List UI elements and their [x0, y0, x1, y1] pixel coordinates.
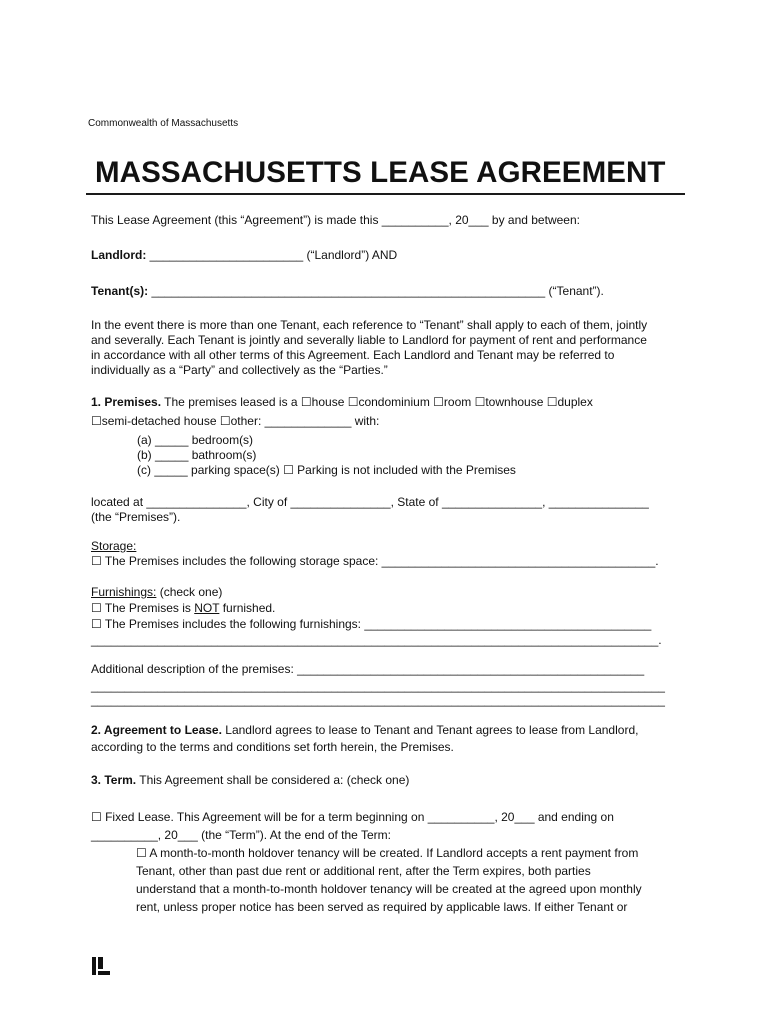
landlord-blank: _______________________ (“Landlord”) AND — [146, 248, 398, 262]
additional-blank: ______________________________________________________________________________________ — [91, 693, 665, 707]
furn-suffix: furnished. — [219, 601, 276, 615]
premises-type-options: The premises leased is a ☐house ☐condominium ☐room ☐townhouse ☐duplex — [161, 395, 593, 409]
agreement-to-lease-text: Landlord agrees to lease to Tenant and Tenant agrees to lease from Landlord, — [221, 723, 639, 737]
holdover-line: rent, unless proper notice has been served as required by applicable laws. If either Tenant or — [136, 900, 628, 914]
premises-item-bedrooms: (a) _____ bedroom(s) — [137, 433, 254, 447]
tenant-line — [91, 284, 604, 298]
agreement-to-lease-heading: 2. Agreement to Lease. — [91, 723, 222, 737]
holdover-line: understand that a month-to-month holdover tenancy will be created at the agreed upon monthly — [136, 882, 642, 896]
premises-location: located at _______________, City of _______________, State of _______________, _______________ — [91, 495, 649, 509]
holdover-line: Tenant, other than past due rent or additional rent, after the Term expires, both parties — [136, 864, 591, 878]
title-rule — [86, 193, 685, 195]
agreement-to-lease-line-2: according to the terms and conditions set forth herein, the Premises. — [91, 740, 454, 754]
fixed-lease-line-2: __________, 20___ (the “Term”). At the end of the Term: — [91, 828, 391, 842]
tenant-blank: ___________________________________________________________ (“Tenant”). — [148, 284, 604, 298]
state-label: Commonwealth of Massachusetts — [88, 118, 239, 129]
landlord-line — [91, 248, 397, 262]
premises-defined: (the “Premises”). — [91, 510, 181, 524]
agreement-to-lease-line-1 — [91, 723, 638, 737]
furnishings-note: (check one) — [156, 585, 223, 599]
document-title: MASSACHUSETTS LEASE AGREEMENT — [95, 156, 666, 189]
premises-item-parking: (c) _____ parking space(s) ☐ Parking is not included with the Premises — [137, 463, 516, 477]
additional-description: Additional description of the premises: ____________________________________________________ — [91, 662, 645, 676]
tenant-paragraph-line: In the event there is more than one Tenant, each reference to “Tenant” shall apply to each of them, jointly — [91, 318, 648, 332]
legal-logo-icon — [92, 957, 110, 975]
premises-item-bathrooms: (b) _____ bathroom(s) — [137, 448, 257, 462]
tenant-label: Tenant(s): — [91, 284, 149, 298]
storage-heading: Storage: — [91, 539, 137, 553]
term-heading: 3. Term. — [91, 773, 137, 787]
additional-blank: ______________________________________________________________________________________ — [91, 679, 665, 693]
furnishings-option-includes: ☐ The Premises includes the following furnishings: ___________________________________________ — [91, 617, 652, 631]
tenant-paragraph-line: and severally. Each Tenant is jointly and severally liable to Landlord for payment of rent and performance — [91, 333, 647, 347]
fixed-lease-line-1: ☐ Fixed Lease. This Agreement will be for a term beginning on __________, 20___ and ending on — [91, 810, 614, 824]
furnishings-heading: Furnishings: — [91, 585, 157, 599]
premises-heading: 1. Premises. — [91, 395, 162, 409]
furn-prefix: ☐ The Premises is — [91, 601, 195, 615]
term-line — [91, 773, 409, 787]
holdover-line: ☐ A month-to-month holdover tenancy will be created. If Landlord accepts a rent payment from — [136, 846, 639, 860]
agreement-line: This Lease Agreement (this “Agreement”) is made this __________, 20___ by and between: — [91, 213, 580, 227]
tenant-paragraph-line: in accordance with all other terms of this Agreement. Each Landlord and Tenant may be referred to — [91, 348, 615, 362]
furn-not: NOT — [194, 601, 220, 615]
landlord-label: Landlord: — [91, 248, 147, 262]
storage-line: ☐ The Premises includes the following storage space: _________________________________________. — [91, 554, 659, 568]
furnishings-line — [91, 585, 222, 599]
furnishings-option-not — [91, 601, 275, 615]
premises-line-1 — [91, 395, 593, 409]
furnishings-blank: _____________________________________________________________________________________. — [91, 633, 662, 647]
tenant-paragraph-line: individually as a “Party” and collectively as the “Parties.” — [91, 363, 388, 377]
premises-line-2: ☐semi-detached house ☐other: _____________ with: — [91, 414, 380, 428]
term-text: This Agreement shall be considered a: (check one) — [136, 773, 410, 787]
